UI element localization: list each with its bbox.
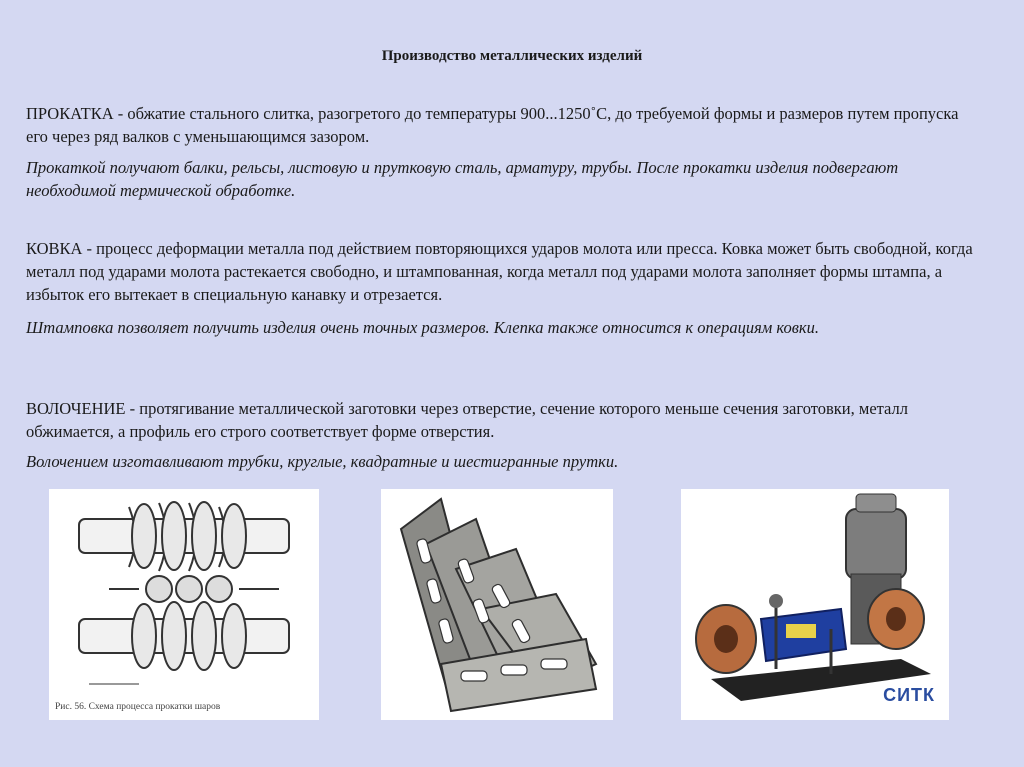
- drawing-note: Волочением изготавливают трубки, круглые, квадратные и шестигранные прутки.: [26, 452, 619, 471]
- forging-note: Штамповка позволяет получить изделия очень точных размеров. Клепка также относится к операциям ковки.: [26, 318, 820, 337]
- forging-definition: КОВКА - процесс деформации металла под действием повторяющихся ударов молота или пресса. Ковка может быть свободной, когда металл под ударами молота растекается свободно, и штампованная, когда металл под ударами молота заполняет формы штампа, а избыток его вытекает в специальную канавку и отрезается.: [26, 239, 973, 304]
- rolling-definition: ПРОКАТКА - обжатие стального слитка, разогретого до температуры 900...1250˚С, до требуемой формы и размеров путем пропуска его через ряд валков с уменьшающимся зазором.: [26, 104, 959, 146]
- rolling-rolls-drawing: [49, 489, 319, 720]
- company-logo: СИТК: [883, 685, 935, 705]
- rolling-note: Прокаткой получают балки, рельсы, листовую и прутковую сталь, арматуру, трубы. После прокатки изделия подвергают необходимой термической обработке.: [26, 158, 899, 200]
- rolling-diagram-image: [49, 489, 319, 720]
- perforated-profiles-drawing: [381, 489, 613, 720]
- drawing-definition: ВОЛОЧЕНИЕ - протягивание металлической заготовки через отверстие, сечение которого меньше сечения заготовки, металл обжимается, а профиль его строго соответствует форме отверстия.: [26, 399, 908, 441]
- rolling-diagram-caption: Рис. 56. Схема процесса прокатки шаров: [55, 702, 221, 712]
- steel-profiles-image: [381, 489, 613, 720]
- slide-title: Производство металлических изделий: [381, 48, 643, 64]
- drawing-machine-image: [681, 489, 949, 720]
